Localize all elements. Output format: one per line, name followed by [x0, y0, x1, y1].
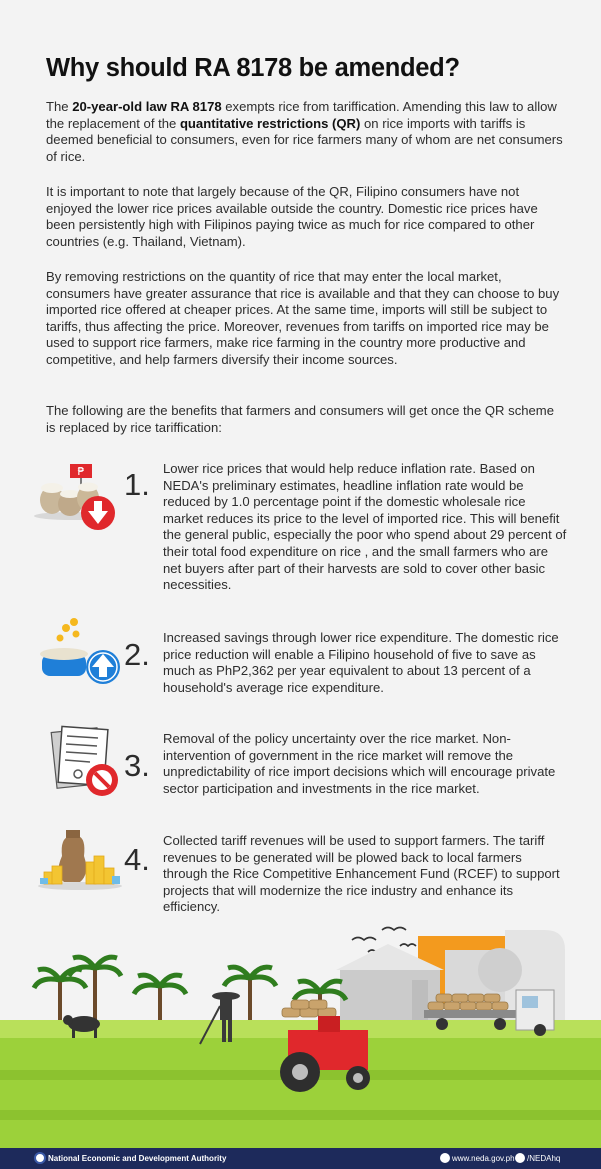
footer-bar — [0, 1148, 601, 1169]
rice-price-down-icon — [30, 460, 130, 550]
intro-paragraph-1: The 20-year-old law RA 8178 exempts rice from tariffication. Amending this law to allow the replacement of the quantitative restrictions (QR) on rice imports with tariffs is deemed beneficial to consumers, even for rice farmers many of whom are net consumers of rice. — [46, 99, 563, 164]
qr-term: quantitative restrictions (QR) — [179, 115, 361, 131]
neda-seal-icon — [34, 1152, 46, 1164]
footer-social-handle[interactable]: /NEDAhq — [527, 1154, 561, 1163]
footer-website-link[interactable]: www.neda.gov.ph — [452, 1154, 515, 1163]
benefit-number-4: 4. — [124, 842, 150, 877]
intro-paragraph-3: By removing restrictions on the quantity of rice that may enter the local market, consumers have greater assurance that rice is available and that they can choose to buy imported rice offered at cheaper prices. At the same time, imports will still be subject to tariffs, thus affecting the price. Moreover, revenues from tariffs on imported rice may be used to support rice farmers, make rice farming in the country more productive and competitive, and help farmers diversify their income sources. — [46, 269, 560, 367]
globe-icon — [440, 1153, 450, 1163]
page-title: Why should RA 8178 be amended? — [46, 54, 460, 82]
benefit-text-4: Collected tariff revenues will be used to support farmers. The tariff revenues to be generated will be plowed back to local farmers through the Rice Competitive Enhancement Fund (RCEF) to support projects that will modernize the rice industry and enhance its efficiency. — [163, 833, 560, 915]
benefit-text-2: Increased savings through lower rice expenditure. The domestic rice price reduction will enable a Filipino household of five to save as much as PhP2,362 per year equivalent to about 13 percent of a household's average rice expenditure. — [163, 630, 559, 695]
intro-paragraph-2: It is important to note that largely because of the QR, Filipino consumers have not enjoyed the lower rice prices available outside the country. Domestic rice prices have been persistently high with Filipinos paying twice as much for rice compared to other countries (e.g. Thailand, Vietnam). — [46, 184, 538, 249]
benefit-number-2: 2. — [124, 637, 150, 672]
benefit-text-3: Removal of the policy uncertainty over the rice market. Non-intervention of government in the rice market will remove the unpredictability of rice import decisions which will encourage private sector participation and investments in the rice market. — [163, 731, 556, 796]
farm-scene-illustration — [0, 920, 601, 1148]
tariff-revenue-icon — [30, 822, 130, 912]
benefit-number-1: 1. — [124, 467, 150, 502]
twitter-facebook-icon — [515, 1153, 525, 1163]
benefit-number-3: 3. — [124, 748, 150, 783]
peso-sign: ₱ — [77, 465, 85, 478]
law-name: 20-year-old law RA 8178 — [72, 99, 222, 114]
policy-document-icon — [30, 722, 130, 812]
benefit-text-1: Lower rice prices that would help reduce inflation rate. Based on NEDA's preliminary estimates, headline inflation rate would be reduced by 1.0 percentage point if the domestic wholesale rice market reduces its price to the level of imported rice. This will benefit the general public, especially the poor who spend about 29 percent of their total food expenditure on rice , and the small farmers who are net buyers after part of their harvests are sold to cover other basic necessities. — [163, 461, 567, 593]
intro-paragraph-4: The following are the benefits that farmers and consumers will get once the QR scheme is replaced by rice tariffication: — [46, 403, 554, 435]
savings-up-icon — [30, 612, 130, 702]
footer-org-name: National Economic and Development Authority — [48, 1154, 227, 1163]
